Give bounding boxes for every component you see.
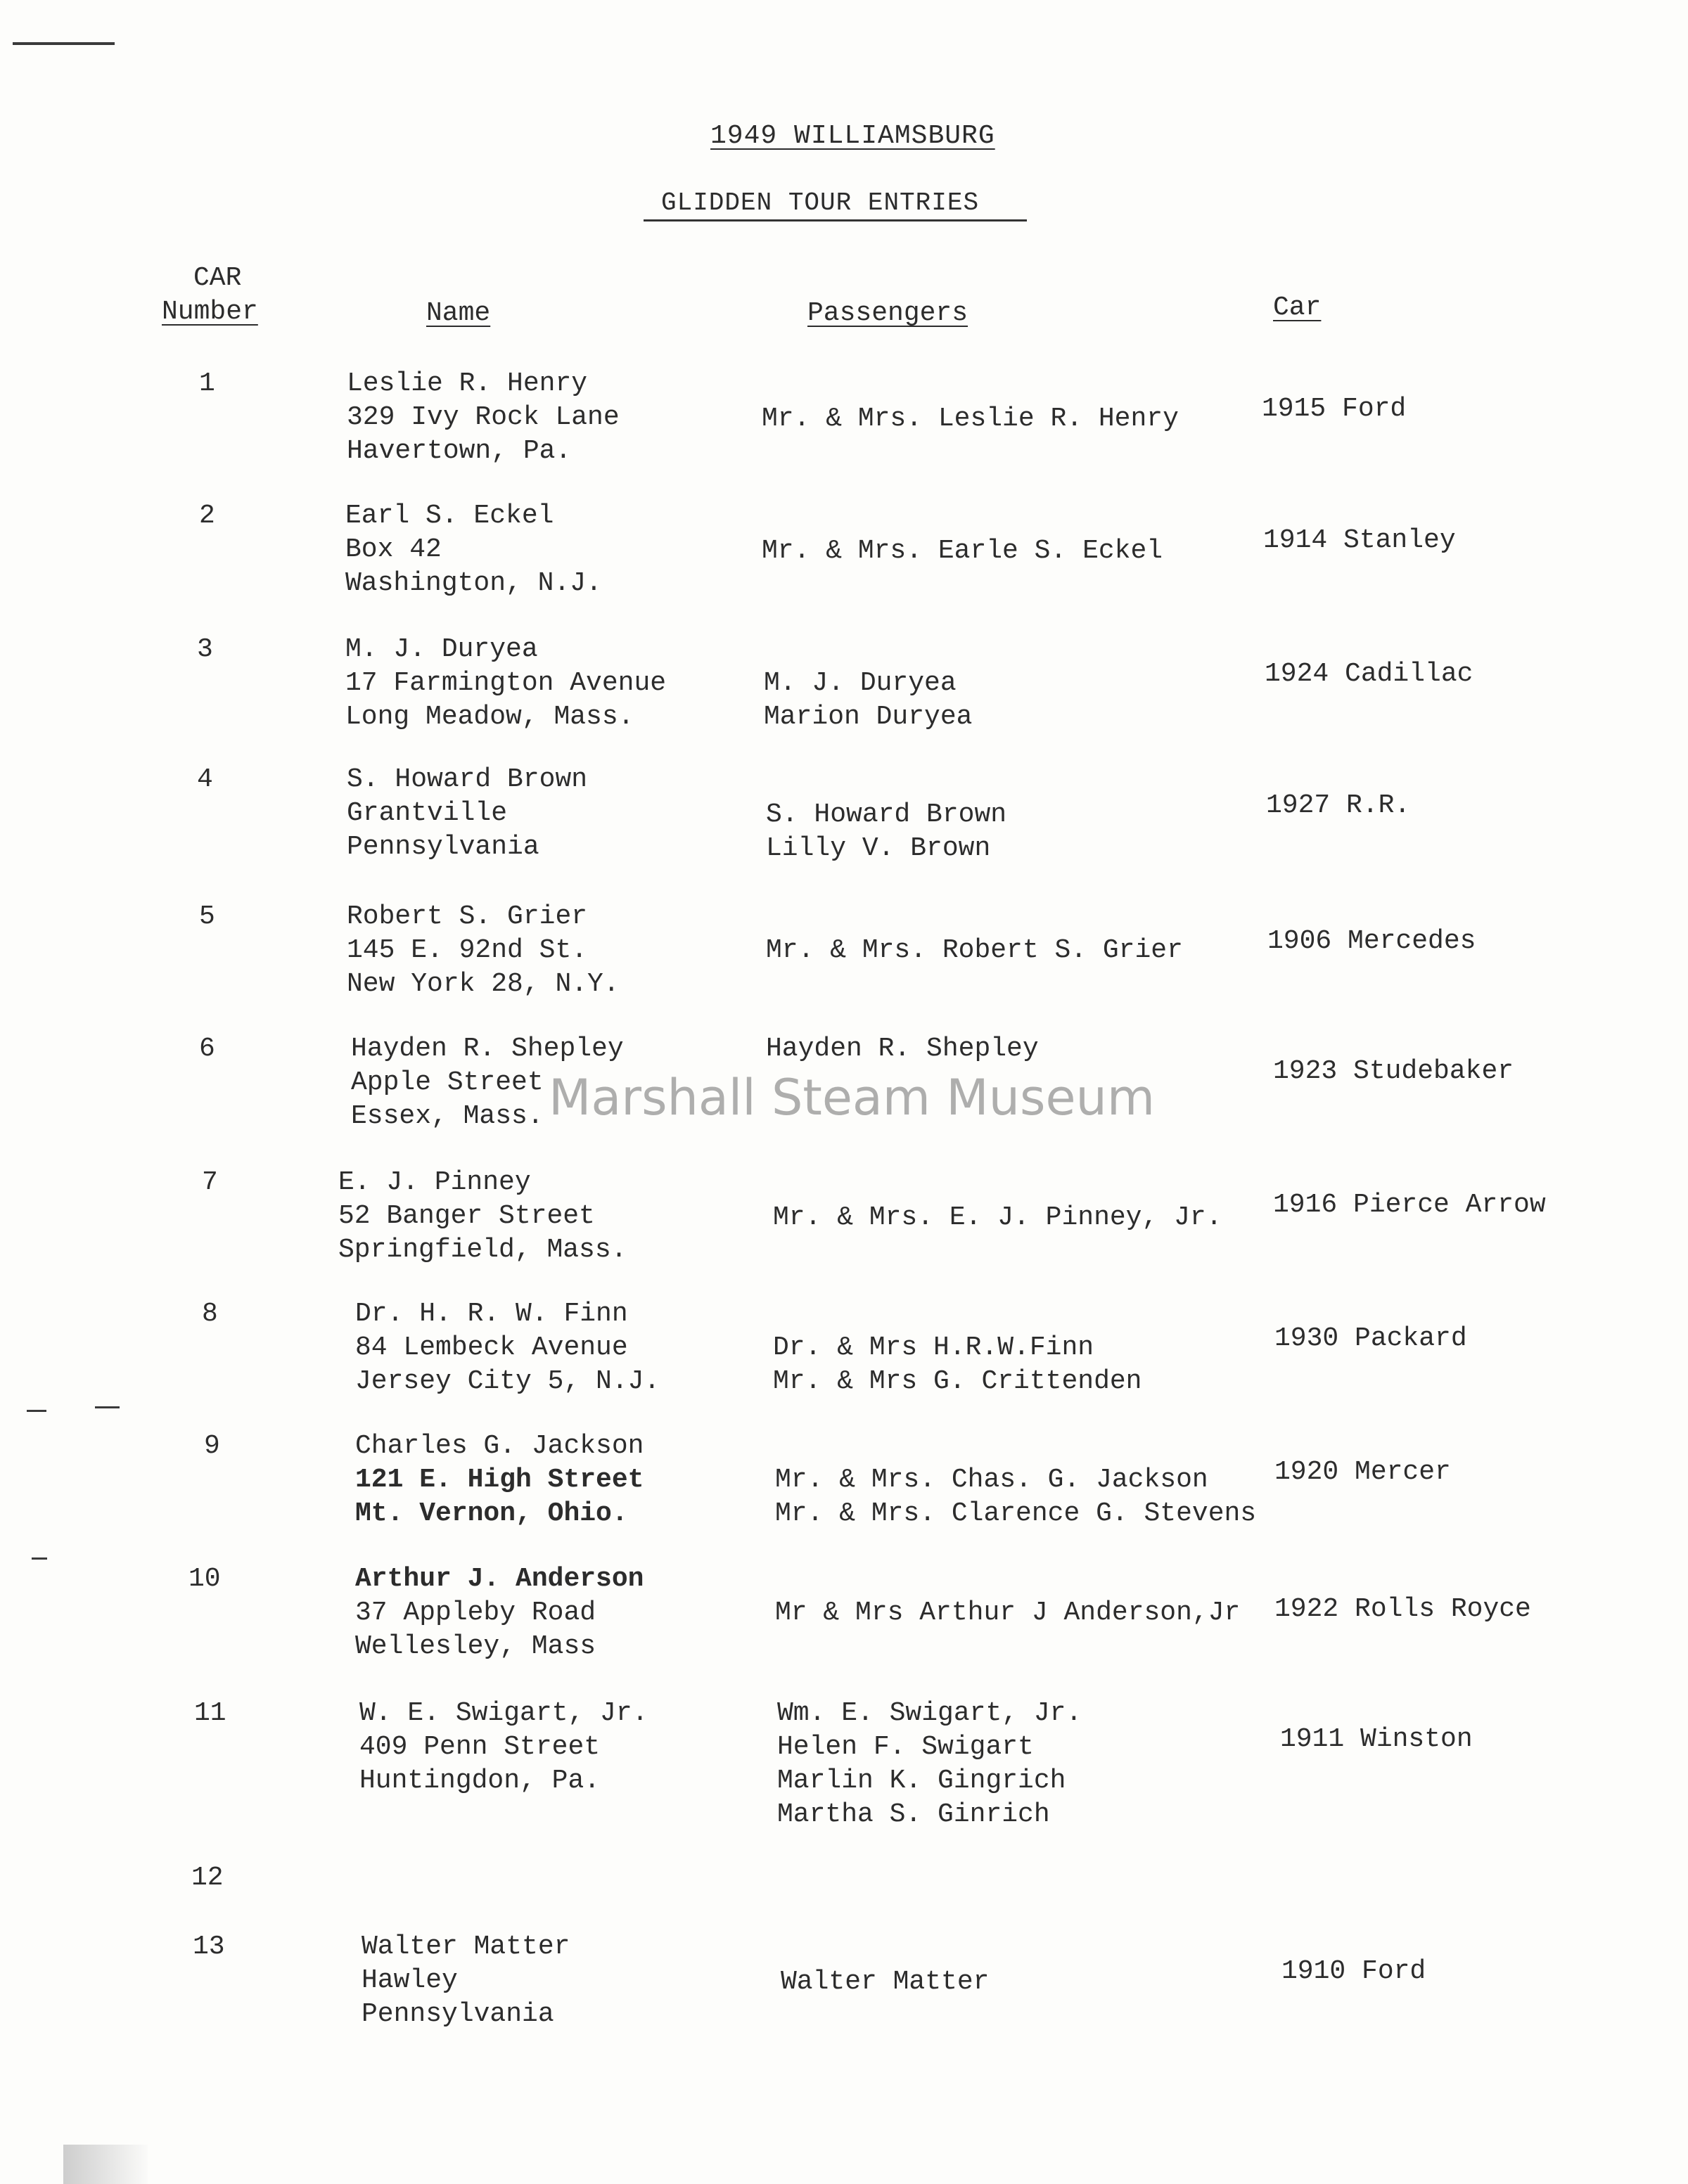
subtitle-underline [644, 219, 1027, 221]
entrant-line: Mt. Vernon, Ohio. [355, 1498, 628, 1529]
passengers [775, 1596, 1240, 1630]
header-passengers: Passengers [807, 298, 968, 328]
entrant-line: Pennsylvania [347, 832, 539, 862]
entrant-line: Washington, N.J. [345, 568, 602, 598]
passengers [773, 1201, 1222, 1235]
entrant-line: New York 28, N.Y. [347, 969, 620, 999]
entrant-line: Box 42 [345, 534, 442, 565]
entrant-line: 145 E. 92nd St. [347, 935, 588, 965]
passengers [775, 1463, 1256, 1531]
entrant-line: Walter Matter [362, 1932, 570, 1962]
car-number: 11 [194, 1698, 226, 1728]
passenger-line: Mr. & Mrs. E. J. Pinney, Jr. [773, 1202, 1222, 1233]
passengers [766, 1032, 1039, 1066]
car-number: 3 [197, 634, 213, 664]
entrant-line: Long Meadow, Mass. [345, 702, 634, 732]
passengers [773, 1331, 1142, 1399]
passengers [777, 1697, 1082, 1832]
passenger-line: Mr. & Mrs. Robert S. Grier [766, 935, 1183, 965]
passenger-line: Lilly V. Brown [766, 833, 991, 863]
entrant-name-address [355, 1562, 644, 1664]
entrant-line: 329 Ivy Rock Lane [347, 402, 620, 432]
entrant-line: Wellesley, Mass [355, 1631, 596, 1662]
car-model: 1915 Ford [1262, 394, 1407, 424]
passengers [762, 402, 1179, 436]
scan-corner-shadow [63, 2145, 148, 2184]
entrant-line: 84 Lembeck Avenue [355, 1332, 628, 1363]
entrant-line: Jersey City 5, N.J. [355, 1366, 660, 1396]
car-model: 1927 R.R. [1266, 790, 1411, 821]
scan-mark-top-left [13, 42, 115, 45]
passenger-line: Mr. & Mrs G. Crittenden [773, 1366, 1142, 1396]
car-model: 1930 Packard [1274, 1323, 1467, 1354]
passenger-line: Mr. & Mrs. Chas. G. Jackson [775, 1465, 1208, 1495]
entrant-name-address [345, 633, 666, 734]
car-model: 1920 Mercer [1274, 1457, 1451, 1487]
entrant-line: Earl S. Eckel [345, 501, 554, 531]
passenger-line: Mr. & Mrs. Leslie R. Henry [762, 404, 1179, 434]
entrant-name-address [338, 1166, 627, 1267]
passenger-line: Hayden R. Shepley [766, 1034, 1039, 1064]
passenger-line: Mr & Mrs Arthur J Anderson,Jr [775, 1598, 1241, 1628]
car-model: 1906 Mercedes [1267, 926, 1476, 956]
entrant-line: 121 E. High Street [355, 1465, 644, 1495]
passengers [766, 798, 1006, 866]
entrant-line: 17 Farmington Avenue [345, 668, 667, 698]
entrant-name-address [347, 763, 587, 864]
car-model: 1924 Cadillac [1265, 659, 1473, 689]
entrant-name-address [355, 1297, 660, 1399]
car-model: 1914 Stanley [1263, 525, 1456, 555]
header-car: Car [1273, 293, 1322, 323]
entrant-line: Huntingdon, Pa. [359, 1766, 601, 1796]
entrant-name-address [347, 367, 620, 468]
entrant-line: Apple Street [351, 1067, 544, 1098]
entrant-line: Hawley [362, 1965, 458, 1996]
header-name: Name [426, 298, 491, 328]
entrant-line: Springfield, Mass. [338, 1235, 627, 1265]
entrant-line: Essex, Mass. [351, 1101, 544, 1131]
entrant-line: Leslie R. Henry [347, 368, 588, 399]
entrant-name-address [345, 499, 602, 600]
scan-mark-left-3 [32, 1557, 47, 1560]
car-number: 5 [199, 901, 215, 932]
entrant-line: Pennsylvania [362, 1999, 554, 2029]
entrant-line: W. E. Swigart, Jr. [359, 1698, 648, 1728]
passenger-line: Marlin K. Gingrich [777, 1766, 1066, 1796]
car-number: 9 [204, 1431, 220, 1461]
entrant-line: E. J. Pinney [338, 1167, 531, 1197]
entrant-name-address [359, 1697, 648, 1798]
car-number: 2 [199, 501, 215, 531]
entrant-line: 409 Penn Street [359, 1732, 601, 1762]
entrant-line: Charles G. Jackson [355, 1431, 644, 1461]
passengers [762, 534, 1163, 568]
scan-mark-left-1 [27, 1410, 46, 1412]
passengers [764, 667, 972, 734]
passenger-line: Martha S. Ginrich [777, 1799, 1050, 1830]
passengers [781, 1965, 989, 1999]
car-model: 1911 Winston [1280, 1724, 1473, 1754]
entrant-name-address [347, 900, 620, 1001]
entrant-line: 37 Appleby Road [355, 1598, 596, 1628]
car-model: 1916 Pierce Arrow [1273, 1190, 1546, 1220]
car-model: 1923 Studebaker [1273, 1056, 1514, 1086]
car-number: 13 [193, 1932, 225, 1962]
document-subtitle: GLIDDEN TOUR ENTRIES [661, 188, 980, 217]
passenger-line: Mr. & Mrs. Clarence G. Stevens [775, 1498, 1257, 1529]
entrant-line: Grantville [347, 798, 508, 828]
header-car-number-line2: Number [162, 297, 258, 327]
entrant-line: M. J. Duryea [345, 634, 538, 664]
passenger-line: Mr. & Mrs. Earle S. Eckel [762, 536, 1163, 566]
entrant-name-address [362, 1930, 570, 2031]
car-number: 10 [188, 1564, 221, 1594]
entrant-line: Havertown, Pa. [347, 436, 572, 466]
passenger-line: Walter Matter [781, 1967, 990, 1997]
document-title: 1949 WILLIAMSBURG [710, 121, 995, 151]
watermark: Marshall Steam Museum [549, 1069, 1156, 1126]
car-number: 6 [199, 1034, 215, 1064]
car-number: 8 [202, 1299, 218, 1329]
entrant-line: Hayden R. Shepley [351, 1034, 624, 1064]
passenger-line: Helen F. Swigart [777, 1732, 1034, 1762]
car-number: 7 [202, 1167, 218, 1197]
entrant-line: Arthur J. Anderson [355, 1564, 644, 1594]
passenger-line: Dr. & Mrs H.R.W.Finn [773, 1332, 1094, 1363]
entrant-line: Dr. H. R. W. Finn [355, 1299, 628, 1329]
passengers [766, 934, 1183, 968]
scan-mark-left-2 [95, 1406, 120, 1408]
entrant-line: S. Howard Brown [347, 764, 588, 795]
car-model: 1910 Ford [1281, 1956, 1426, 1986]
car-number: 4 [197, 764, 213, 795]
passenger-line: M. J. Duryea [764, 668, 957, 698]
passenger-line: Wm. E. Swigart, Jr. [777, 1698, 1082, 1728]
entrant-line: Robert S. Grier [347, 901, 588, 932]
car-number: 1 [199, 368, 215, 399]
passenger-line: Marion Duryea [764, 702, 973, 732]
car-model: 1922 Rolls Royce [1274, 1594, 1531, 1624]
entrant-name-address [355, 1430, 644, 1531]
passenger-line: S. Howard Brown [766, 799, 1007, 830]
header-car-number-line1: CAR [193, 263, 242, 293]
car-number: 12 [191, 1863, 224, 1893]
entrant-line: 52 Banger Street [338, 1201, 595, 1231]
